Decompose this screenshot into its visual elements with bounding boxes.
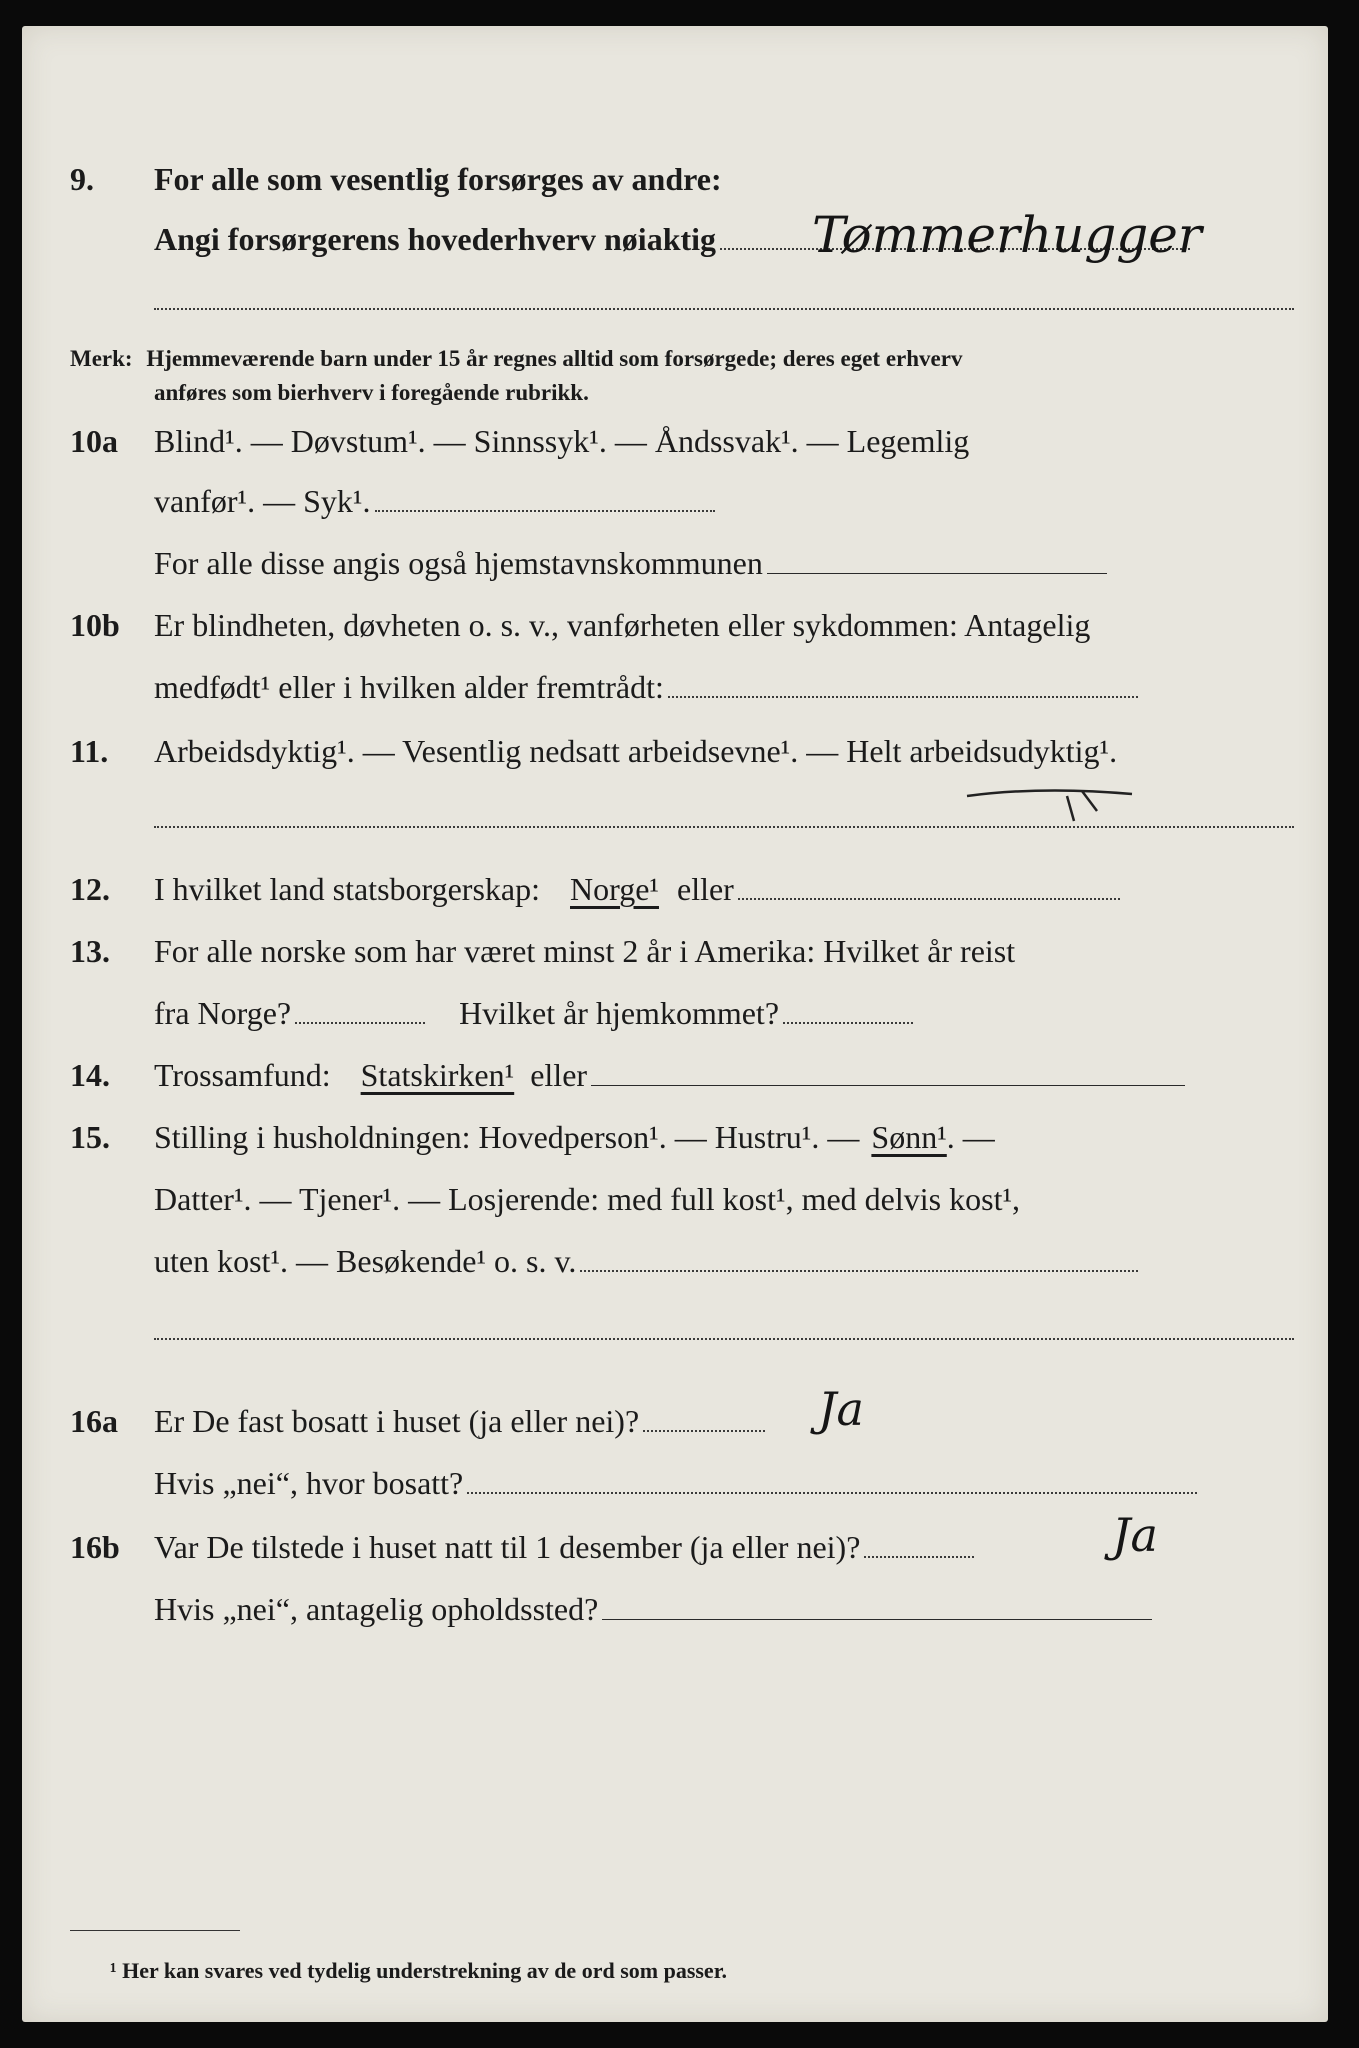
- q12-answer-line: [738, 898, 1120, 900]
- q13-row2: [22, 988, 1328, 1038]
- merk-text-line1: Hjemmeværende barn under 15 år regnes alltid som forsørgede; deres eget erhverv: [146, 346, 963, 371]
- census-form-page: [22, 26, 1328, 2022]
- q10b-question-cont: medfødt¹ eller i hvilken alder fremtrådt:: [154, 669, 664, 705]
- q15-row3: [22, 1236, 1328, 1286]
- q10a-row1: [22, 416, 1328, 466]
- q16b-row2: [22, 1584, 1328, 1634]
- q15-answer-line: [580, 1270, 1138, 1272]
- q12-number: 12.: [70, 871, 110, 907]
- q15-separator: [154, 1338, 1294, 1340]
- q14-number: 14.: [70, 1057, 110, 1093]
- q9-separator: [154, 308, 1294, 310]
- footnote-rule: [70, 1930, 240, 1931]
- q9-row1: [22, 154, 1328, 204]
- q16b-number: 16b: [70, 1529, 120, 1565]
- q15-dash: . —: [946, 1119, 995, 1155]
- q16a-row1: [22, 1396, 1328, 1446]
- q12-row: [22, 864, 1328, 914]
- q9-question: For alle som vesentlig forsørges av andre:: [154, 161, 722, 197]
- q11-number: 11.: [70, 733, 109, 769]
- q12-question: I hvilket land statsborgerskap:: [154, 871, 540, 907]
- q10a-options: Blind¹. — Døvstum¹. — Sinnssyk¹. — Åndssvak¹. — Legemlig: [154, 423, 970, 459]
- q16a-where-line: [467, 1492, 1197, 1494]
- q11-separator: [154, 826, 1294, 828]
- q14-question: Trossamfund:: [154, 1057, 331, 1093]
- q10b-answer-line: [668, 696, 1138, 698]
- footnote: ¹ Her kan svares ved tydelig understrekning av de ord som passer.: [110, 1958, 727, 1983]
- q15-row1: [22, 1112, 1328, 1162]
- q13-number: 13.: [70, 933, 110, 969]
- q10a-row3: [22, 538, 1328, 588]
- q15-sonn-underlined: Sønn¹: [871, 1119, 947, 1155]
- q13-left-norway: fra Norge?: [154, 995, 292, 1031]
- q15-options: Datter¹. — Tjener¹. — Losjerende: med full kost¹, med delvis kost¹,: [154, 1181, 1021, 1217]
- q14-answer-line: [591, 1085, 1185, 1086]
- q13-row1: [22, 926, 1328, 976]
- q10b-question: Er blindheten, døvheten o. s. v., vanførheten eller sykdommen: Antagelig: [154, 607, 1091, 643]
- q12-norge-underlined: Norge¹: [570, 871, 659, 907]
- q10a-row2: [22, 476, 1328, 526]
- q16b-where-line: [602, 1619, 1152, 1620]
- q13-returned: Hvilket år hjemkommet?: [459, 995, 780, 1031]
- merk-label: Merk:: [70, 346, 133, 371]
- q14-statskirken-underlined: Statskirken¹: [360, 1057, 515, 1093]
- q16a-question: Er De fast bosatt i huset (ja eller nei)?: [154, 1403, 640, 1439]
- q16b-handwritten-answer: Ja: [1112, 1508, 1158, 1562]
- q10b-number: 10b: [70, 607, 120, 643]
- q15-options-cont: uten kost¹. — Besøkende¹ o. s. v.: [154, 1243, 577, 1279]
- q15-number: 15.: [70, 1119, 110, 1155]
- q16a-number: 16a: [70, 1403, 118, 1439]
- q10a-home-municipality: For alle disse angis også hjemstavnskommunen: [154, 545, 763, 581]
- q10a-municipality-line: [767, 573, 1107, 574]
- q9-handwritten-answer: Tømmerhugger: [812, 206, 1202, 264]
- q10a-answer-line: [375, 510, 715, 512]
- q16a-where: Hvis „nei“, hvor bosatt?: [154, 1465, 464, 1501]
- q10a-options-cont: vanfør¹. — Syk¹.: [154, 483, 371, 519]
- q16b-question: Var De tilstede i huset natt til 1 desember (ja eller nei)?: [154, 1529, 861, 1565]
- q16b-where: Hvis „nei“, antagelig opholdssted?: [154, 1591, 599, 1627]
- q9-number: 9.: [70, 161, 94, 197]
- q16a-answer-line: [643, 1430, 765, 1432]
- q16b-answer-line: [864, 1556, 974, 1558]
- q14-or: eller: [530, 1057, 588, 1093]
- q13-left-year-line: [295, 1022, 425, 1024]
- q16a-row2: [22, 1458, 1328, 1508]
- merk-note: [70, 342, 1290, 410]
- q9-prompt: Angi forsørgerens hovederhverv nøiaktig: [154, 221, 717, 257]
- q15-question: Stilling i husholdningen: Hovedperson¹. — Hustru¹. —: [154, 1119, 860, 1155]
- q14-row: [22, 1050, 1328, 1100]
- q13-returned-year-line: [783, 1022, 913, 1024]
- q10a-number: 10a: [70, 423, 118, 459]
- q15-row2: [22, 1174, 1328, 1224]
- q12-or: eller: [676, 871, 734, 907]
- q11-handwritten-underline: [962, 766, 1162, 826]
- q11-options: Arbeidsdyktig¹. — Vesentlig nedsatt arbeidsevne¹. — Helt arbeidsudyktig¹.: [154, 733, 1118, 769]
- q10b-row1: [22, 600, 1328, 650]
- q10b-row2: [22, 662, 1328, 712]
- q16a-handwritten-answer: Ja: [818, 1382, 864, 1436]
- merk-text-line2: anføres som bierhverv i foregående rubrikk.: [154, 380, 589, 405]
- q13-question: For alle norske som har været minst 2 år i Amerika: Hvilket år reist: [154, 933, 1016, 969]
